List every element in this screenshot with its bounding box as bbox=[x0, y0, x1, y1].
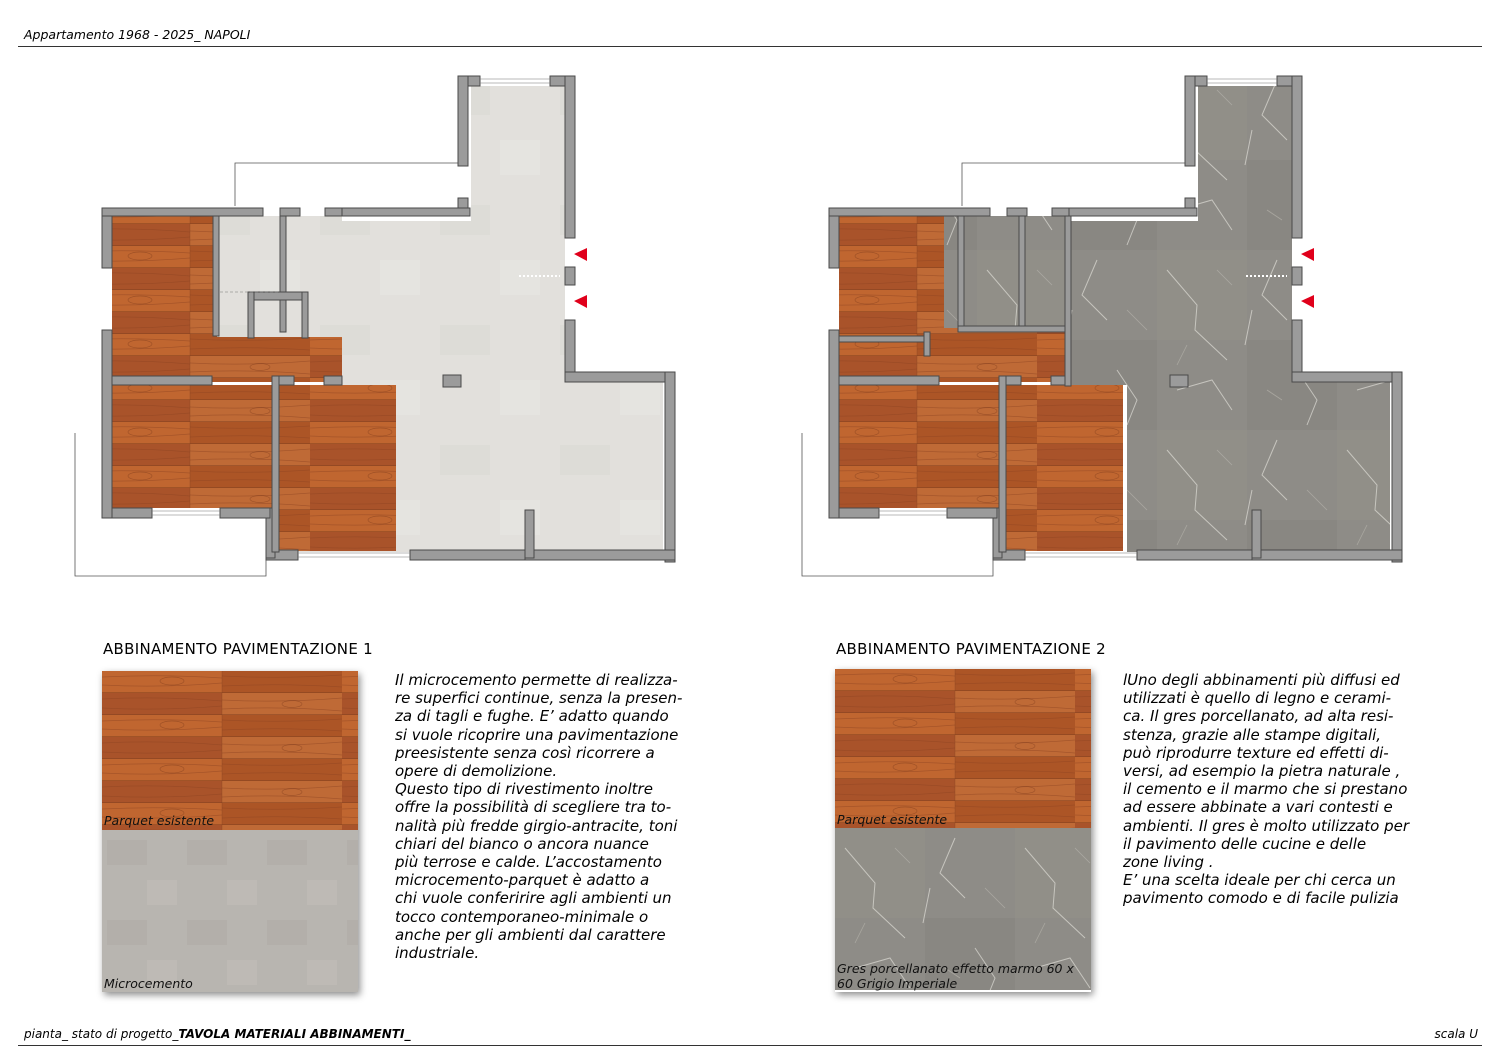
microcement-swatch bbox=[102, 830, 358, 992]
combo1-swatch bbox=[102, 671, 358, 992]
entry-arrow-icon bbox=[1301, 295, 1314, 308]
combo1-description bbox=[395, 671, 695, 962]
entry-arrow-icon bbox=[1301, 248, 1314, 261]
header-divider bbox=[18, 46, 1482, 47]
footer-divider bbox=[18, 1045, 1482, 1046]
combo1-title: ABBINAMENTO PAVIMENTAZIONE 1 bbox=[103, 640, 374, 658]
parquet-swatch bbox=[102, 671, 358, 830]
combo1-paragraph: Il microcemento permette di realizza- re superfici continue, senza la presen- za di tagli e fughe. E’ adatto quando si vuole ricoprire una pavimentazione preesistente senza così ricorrere a opere di demolizione. bbox=[395, 671, 683, 781]
footer-caption-bold: TAVOLA MATERIALI ABBINAMENTI_ bbox=[178, 1027, 411, 1041]
combo2-paragraph: lUno degli abbinamenti più diffusi ed utilizzati è quello di legno e cerami- ca. Il gres porcellanato, ad alta resi- stenza, grazie alle stampe digitali, può riprodurre texture ed effetti di- versi, ad esempio la pietra naturale , il cemento e il marmo che si prestano ad essere abbinate a vari contesti e ambienti. Il gres è molto utilizzato per il pavimento delle cucine e delle zone living . bbox=[1123, 671, 1410, 872]
combo2-bottom-label: Gres porcellanato effetto marmo 60 x 60 Grigio Imperiale bbox=[837, 961, 1074, 991]
parquet-swatch bbox=[835, 669, 1091, 828]
combo2-description bbox=[1123, 671, 1433, 908]
combo2-swatch bbox=[835, 669, 1091, 992]
combo1-paragraph: Questo tipo di rivestimento inoltre offre la possibilità di scegliere tra to- nalità più fredde girgio-antracite, toni chiari del bianco o ancora nuance più terrose e calde. L’accostamento microcemento-parquet è adatto a chi vuole conferirire agli ambienti un tocco contemporaneo-minimale o anche per gli ambienti dal carattere industriale. bbox=[395, 780, 678, 963]
combo2-top-label: Parquet esistente bbox=[837, 812, 948, 827]
combo1-top-label: Parquet esistente bbox=[104, 813, 215, 828]
combo1-bottom-label: Microcemento bbox=[104, 976, 193, 991]
entry-arrow-icon bbox=[574, 248, 587, 261]
combo2-paragraph: E’ una scelta ideale per chi cerca un pavimento comodo e di facile pulizia bbox=[1123, 871, 1399, 908]
footer-scale: scala U bbox=[1434, 1027, 1478, 1041]
footer-caption bbox=[24, 1027, 410, 1041]
floor-plan-1 bbox=[70, 70, 690, 580]
footer-caption-prefix: pianta_ stato di progetto_ bbox=[24, 1027, 179, 1041]
entry-arrow-icon bbox=[574, 295, 587, 308]
combo2-title: ABBINAMENTO PAVIMENTAZIONE 2 bbox=[836, 640, 1107, 658]
header-title: Appartamento 1968 - 2025_ NAPOLI bbox=[24, 27, 251, 42]
floor-plan-2 bbox=[797, 70, 1417, 580]
